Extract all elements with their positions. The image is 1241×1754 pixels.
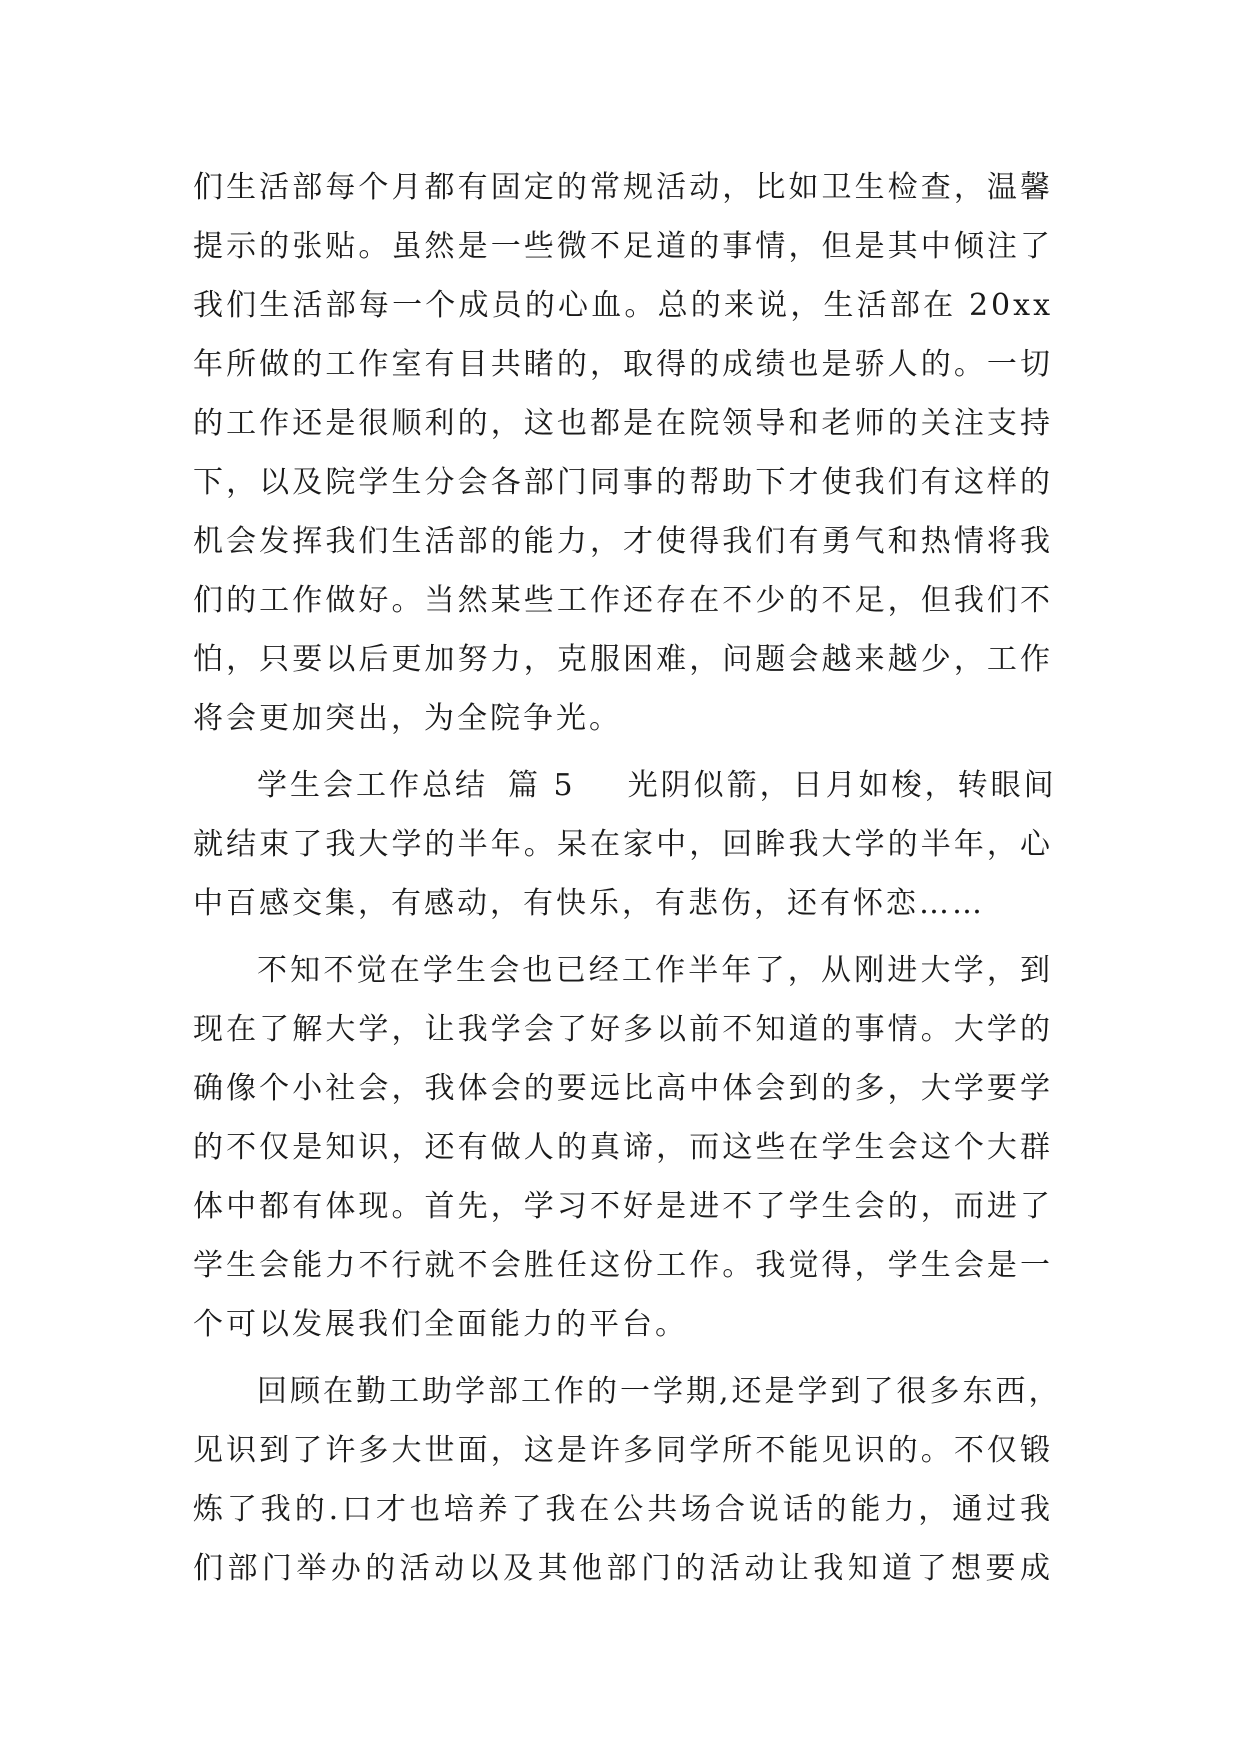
paragraph-line: 学生会能力不行就不会胜任这份工作。我觉得，学生会是一: [193, 1248, 1053, 1283]
paragraph-line: 就结束了我大学的半年。呆在家中，回眸我大学的半年，心: [193, 827, 1053, 862]
paragraph-2: [193, 941, 1053, 1354]
paragraph-line: 们生活部每个月都有固定的常规活动，比如卫生检查，温馨: [193, 170, 1053, 205]
paragraph-line: 确像个小社会，我体会的要远比高中体会到的多，大学要学: [193, 1071, 1053, 1106]
paragraph-line: 的不仅是知识，还有做人的真谛，而这些在学生会这个大群: [193, 1130, 1053, 1165]
paragraph-line: 机会发挥我们生活部的能力，才使得我们有勇气和热情将我: [193, 524, 1053, 559]
paragraph-line: 的工作还是很顺利的，这也都是在院领导和老师的关注支持: [193, 406, 1053, 441]
paragraph-line: 将会更加突出，为全院争光。: [193, 701, 622, 736]
paragraph-line: 不知不觉在学生会也已经工作半年了，从刚进大学，到: [257, 953, 1053, 988]
document-body: [193, 158, 1062, 1598]
paragraph-line: 体中都有体现。首先，学习不好是进不了学生会的，而进了: [193, 1189, 1053, 1224]
section-number: 篇 5: [508, 768, 576, 803]
paragraph-line: 提示的张贴。虽然是一些微不足道的事情，但是其中倾注了: [193, 229, 1053, 264]
paragraph-line: 现在了解大学，让我学会了好多以前不知道的事情。大学的: [193, 1012, 1053, 1047]
section-title: 学生会工作总结: [257, 768, 488, 803]
paragraph-line: 们部门举办的活动以及其他部门的活动让我知道了想要成: [193, 1551, 1053, 1586]
paragraph-line: 炼了我的.口才也培养了我在公共场合说话的能力，通过我: [193, 1492, 1053, 1527]
paragraph-line: 我们生活部每一个成员的心血。总的来说，生活部在 20xx: [193, 288, 1053, 323]
paragraph-line: 下，以及院学生分会各部门同事的帮助下才使我们有这样的: [193, 465, 1053, 500]
paragraph-3: [193, 1362, 1062, 1598]
paragraph-line: 年所做的工作室有目共睹的，取得的成绩也是骄人的。一切: [193, 347, 1053, 382]
paragraph-line: 中百感交集，有感动，有快乐，有悲伤，还有怀恋……: [193, 886, 985, 921]
paragraph-line: 个可以发展我们全面能力的平台。: [193, 1307, 688, 1342]
paragraph-line: 们的工作做好。当然某些工作还存在不少的不足，但我们不: [193, 583, 1053, 618]
paragraph-line: 怕，只要以后更加努力，克服困难，问题会越来越少，工作: [193, 642, 1053, 677]
section-5: [193, 756, 1057, 933]
paragraph-1: [193, 158, 1053, 748]
section-opening-text: 光阴似箭，日月如梭，转眼间: [627, 768, 1057, 803]
paragraph-line: 见识到了许多大世面，这是许多同学所不能见识的。不仅锻: [193, 1433, 1053, 1468]
paragraph-line: 回顾在勤工助学部工作的一学期,还是学到了很多东西，: [257, 1374, 1062, 1409]
section-heading-line: [193, 756, 1057, 815]
